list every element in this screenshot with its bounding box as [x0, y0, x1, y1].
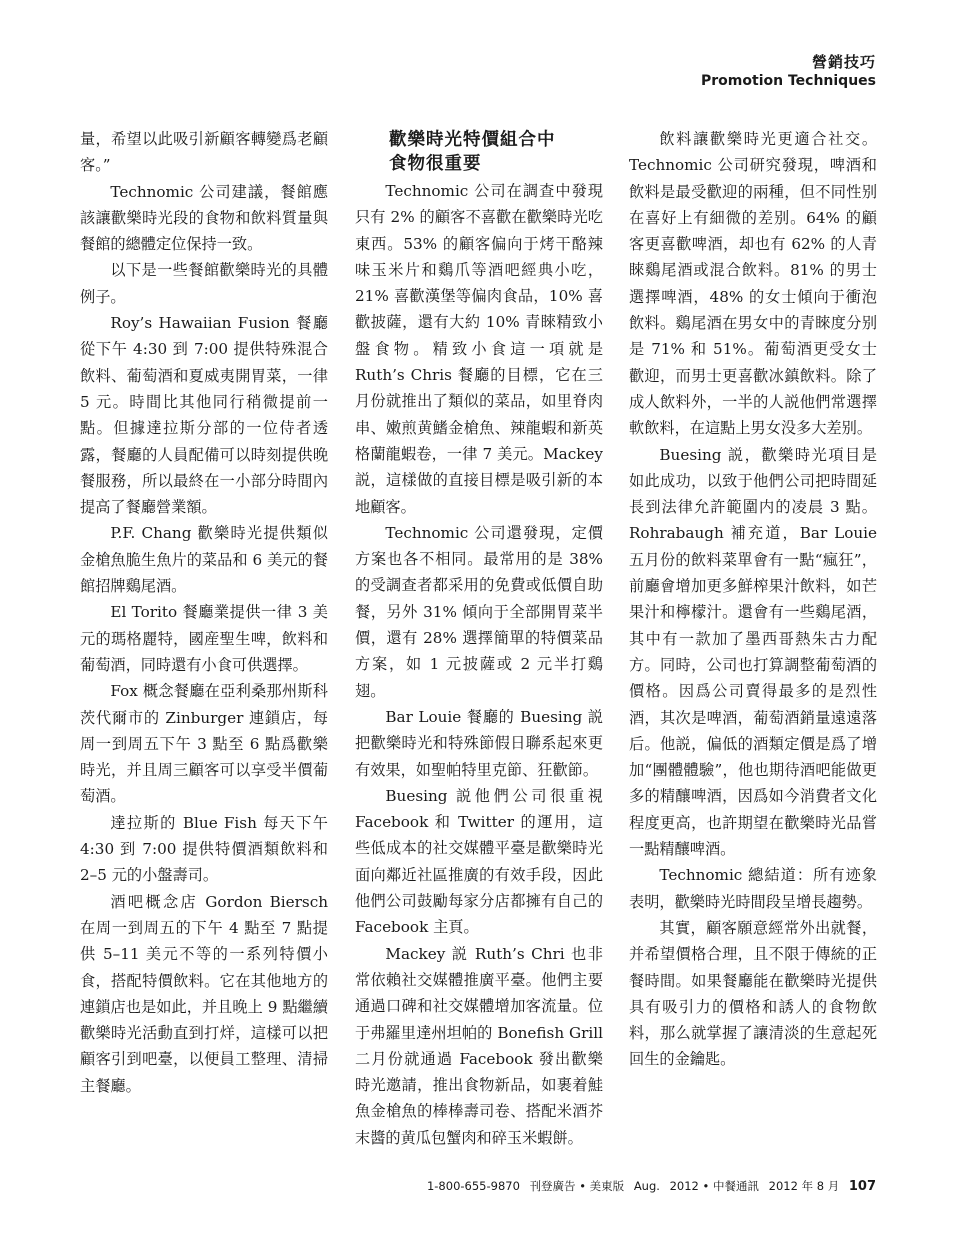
footer-date: 2012 年 8 月: [768, 1179, 840, 1193]
section-heading-line-2: 食物很重要: [389, 154, 482, 174]
paragraph: Fox 概念餐廳在亞利桑那州斯科茨代爾市的 Zinburger 連鎖店，每周一到周五下午 3 點至 6 點爲歡樂時光，并且周三顧客可以享受半價葡萄酒。: [80, 682, 328, 806]
paragraph: 酒吧概念店 Gordon Biersch 在周一到周五的下午 4 點至 7 點提供 5–11 美元不等的一系列特價小食，搭配特價飲料。它在其他地方的連鎖店也是如此，并且晚上 9 點繼續歡樂時光活動直到打烊，這樣可以把顧客引到吧臺，以便員工整理、清掃主餐廳。: [80, 892, 328, 1095]
footer-month: Aug.: [633, 1179, 660, 1193]
article-column-2: [355, 126, 603, 1151]
footer-phone: 1-800-655-9870: [426, 1179, 520, 1193]
paragraph: 量，希望以此吸引新顧客轉變爲老顧客。”: [80, 130, 328, 175]
footer-ad-label: 刊登廣告 • 美東版: [529, 1179, 625, 1193]
paragraph: Mackey 説 Ruth’s Chri 也非常依賴社交媒體推廣平臺。他們主要通過口碑和社交媒體增加客流量。位于弗羅里達州坦帕的 Bonefish Grill 二月份就通過 Facebook 發出歡樂時光邀請，推出食物新品，如裹着鮭魚金槍魚的棒棒壽司卷、搭配米酒芥末醬的黄瓜包蟹肉和碎玉米蝦餅。: [355, 944, 603, 1147]
paragraph: Technomic 公司在調查中發現只有 2% 的顧客不喜歡在歡樂時光吃東西。53% 的顧客偏向于烤干酪辣味玉米片和鷄爪等酒吧經典小吃，21% 喜歡漢堡等偏肉食品，10% 喜歡披薩，還有大約 10% 青睞精致小盤食物。精致小食這一項就是 Ruth’s Chris 餐廳的目標，它在三月份就推出了類似的菜品，如里脊肉串、嫩煎黄鰭金槍魚、辣龍蝦和新英格蘭龍蝦卷，一律 7 美元。Mackey 説，這樣做的直接目標是吸引新的本地顧客。: [355, 182, 603, 516]
section-heading: [389, 128, 603, 176]
article-column-3: [629, 126, 877, 1073]
page-number: 107: [848, 1179, 876, 1194]
footer-bullet: •: [702, 1179, 710, 1193]
paragraph: El Torito 餐廳業提供一律 3 美元的瑪格麗特，國産聖生啤，飲料和葡萄酒，同時還有小食可供選擇。: [80, 603, 328, 674]
page-header: [701, 52, 876, 90]
paragraph: Technomic 公司還發現，定價方案也各不相同。最常用的是 38% 的受調查者都采用的免費或低價自助餐，另外 31% 傾向于全部開胃菜半價，還有 28% 選擇簡單的特價菜品方案，如 1 元披薩或 2 元半打鷄翅。: [355, 523, 603, 700]
section-title-en: Promotion Techniques: [701, 73, 876, 89]
paragraph: Roy’s Hawaiian Fusion 餐廳從下午 4:30 到 7:00 提供特殊混合飲料、葡萄酒和夏威夷開胃菜，一律 5 元。時間比其他同行稍微提前一點。但據達拉斯分部的一位侍者透露，餐廳的人員配備可以時刻提供晚餐服務，所以最終在一小部分時間內提高了餐廳營業額。: [80, 314, 328, 517]
paragraph: Technomic 總結道：所有迹象表明，歡樂時光時間段呈增長趨勢。: [629, 866, 877, 911]
footer-magazine: 中餐通訊: [712, 1179, 759, 1193]
paragraph: Bar Louie 餐廳的 Buesing 説把歡樂時光和特殊節假日聯系起來更有效果，如聖帕特里克節、狂歡節。: [355, 707, 603, 779]
paragraph: 達拉斯的 Blue Fish 每天下午 4:30 到 7:00 提供特價酒類飲料和 2–5 元的小盤壽司。: [80, 813, 328, 885]
section-title-zh: 營銷技巧: [811, 53, 876, 71]
page-footer: [427, 1178, 876, 1195]
section-heading-line-1: 歡樂時光特價組合中: [389, 130, 556, 150]
footer-year: 2012: [669, 1179, 699, 1193]
paragraph: Buesing 説他們公司很重視 Facebook 和 Twitter 的運用，這些低成本的社交媒體平臺是歡樂時光面向鄰近社區推廣的有效手段，因此他們公司鼓勵每家分店都擁有自己的 Facebook 主頁。: [355, 786, 603, 937]
paragraph: 其實，顧客願意經常外出就餐，并希望價格合理，且不限于傳統的正餐時間。如果餐廳能在歡樂時光提供具有吸引力的價格和誘人的食物飲料，那么就掌握了讓清淡的生意起死回生的金鑰匙。: [629, 918, 877, 1069]
paragraph: Technomic 公司建議，餐館應該讓歡樂時光段的食物和飲料質量與餐館的總體定位保持一致。: [80, 182, 328, 254]
paragraph: 飲料讓歡樂時光更適合社交。Technomic 公司研究發現，啤酒和飲料是最受歡迎的兩種，但不同性别在喜好上有細微的差别。64% 的顧客更喜歡啤酒，却也有 62% 的人青睞鷄尾酒或混合飲料。81% 的男士選擇啤酒，48% 的女士傾向于衝泡飲料。鷄尾酒在男女中的青睞度分别是 71% 和 51%。葡萄酒更受女士歡迎，而男士更喜歡冰鎮飲料。除了成人飲料外，一半的人説他們常選擇軟飲料，在這點上男女没多大差别。: [629, 130, 877, 438]
paragraph: 以下是一些餐館歡樂時光的具體例子。: [80, 261, 328, 306]
paragraph: Buesing 説，歡樂時光項目是如此成功，以致于他們公司把時間延長到法律允許範圍内的凌晨 3 點。Rohrabaugh 補充道，Bar Louie 五月份的飲料菜單會有一點“瘋狂”，前廳會增加更多鮮榨果汁飲料，如芒果汁和檸檬汁。還會有一些鷄尾酒，其中有一款加了墨西哥熱朱古力配方。同時，公司也打算調整葡萄酒的價格。因爲公司賣得最多的是烈性酒，其次是啤酒，葡萄酒銷量遠遠落后。他説，偏低的酒類定價是爲了增加“團體體驗”，他也期待酒吧能做更多的精釀啤酒，因爲如今消費者文化程度更高，也許期望在歡樂時光品嘗一點精釀啤酒。: [629, 445, 877, 859]
article-column-1: [80, 126, 328, 1099]
paragraph: P.F. Chang 歡樂時光提供類似金槍魚脆生魚片的菜品和 6 美元的餐館招牌鷄尾酒。: [80, 524, 328, 596]
